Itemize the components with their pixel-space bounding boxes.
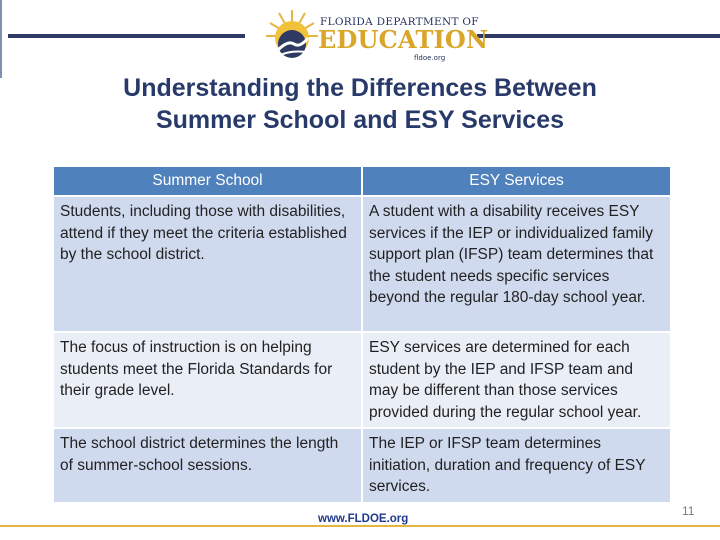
column-header-esy-services: ESY Services: [362, 166, 671, 196]
table-cell: The IEP or IFSP team determines initiation, duration and frequency of ESY services.: [362, 428, 671, 503]
header-rule-right: [477, 34, 720, 38]
page-number: 11: [682, 504, 695, 518]
table-row: [53, 428, 671, 503]
table-header-row: [53, 166, 671, 196]
slide-title: [0, 72, 720, 136]
sun-emblem-icon: [264, 6, 320, 66]
logo-main-text: EDUCATION: [318, 25, 489, 54]
table-cell: Students, including those with disabilities, attend if they meet the criteria established by the school district.: [53, 196, 362, 332]
table-cell: The school district determines the length of summer-school sessions.: [53, 428, 362, 503]
table-row: [53, 196, 671, 332]
footer-website-link[interactable]: www.FLDOE.org: [314, 513, 412, 525]
footer-rule: [0, 525, 720, 527]
table-cell: A student with a disability receives ESY services if the IEP or individualized family support plan (IFSP) team determines that the student needs specific services beyond the regular 180-day school year.: [362, 196, 671, 332]
left-accent-bar: [0, 0, 2, 78]
fldoe-logo: [264, 6, 489, 68]
header-rule-left: [8, 34, 245, 38]
logo-top-text: FLORIDA DEPARTMENT OF: [320, 16, 479, 28]
title-line-1: Understanding the Differences Between: [123, 74, 597, 102]
comparison-table: [52, 165, 672, 504]
title-line-2: Summer School and ESY Services: [155, 106, 565, 134]
table-cell: The focus of instruction is on helping students meet the Florida Standards for their grade level.: [53, 332, 362, 428]
table-cell: ESY services are determined for each student by the IEP and IFSP team and may be different than those services provided during the regular school year.: [362, 332, 671, 428]
column-header-summer-school: Summer School: [53, 166, 362, 196]
logo-url-text: fldoe.org: [414, 54, 446, 62]
table-row: [53, 332, 671, 428]
